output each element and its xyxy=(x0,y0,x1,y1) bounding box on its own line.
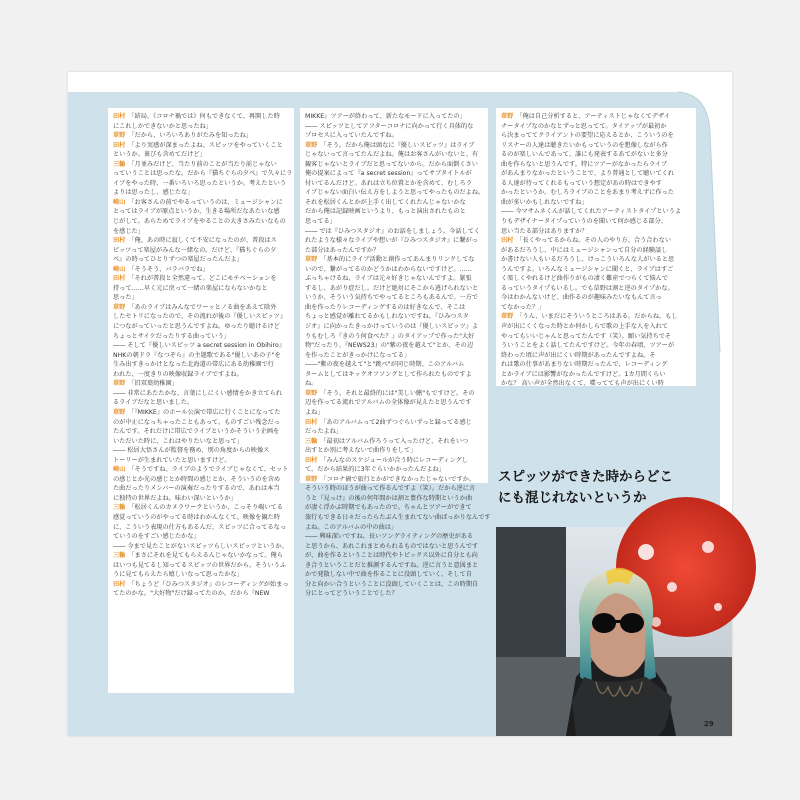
line-text: 曲が多いかもしれないですね」 xyxy=(501,198,588,206)
text-line xyxy=(113,418,289,428)
text-line xyxy=(305,446,483,456)
text-line xyxy=(305,284,483,294)
line-text: ―― 興味深いですね。長いソングライティングの歴史がある xyxy=(305,533,474,541)
text-line xyxy=(305,227,483,237)
text-line xyxy=(501,312,691,322)
line-text: き合うということだと推測するんですね。逆に言うと意図まと xyxy=(305,561,479,569)
text-line xyxy=(305,408,483,418)
text-line xyxy=(501,360,691,370)
line-text: はいつも見てるし知ってるスピッツの世界だから。そういうふ xyxy=(113,561,287,569)
text-line xyxy=(113,198,289,208)
text-line xyxy=(113,561,289,571)
text-line xyxy=(113,456,289,466)
line-text: に独特の世界だよね。味わい深いというか」 xyxy=(113,494,237,502)
line-text: 「お客さんの前でやるっていうのは、ミュージシャンに xyxy=(128,198,283,206)
text-line xyxy=(305,580,483,590)
text-line xyxy=(113,303,289,313)
line-text: の感じとか光の感じとか時間の感じとか、そういうのを含め xyxy=(113,475,281,483)
line-text: 思った」 xyxy=(113,294,138,302)
line-text: ていうのをすごい感じたかな」 xyxy=(113,533,200,541)
text-line xyxy=(305,389,483,399)
text-line xyxy=(305,484,483,494)
line-text: そういう時のほうが曲って作るんですよ（笑）。だから逆に言 xyxy=(305,485,476,493)
line-text: たんです。それだけに帯広でライブというかそういう企画を xyxy=(113,428,280,436)
text-line xyxy=(305,494,483,504)
line-text: 曲を作らないと思うんです。特にツアーがなかったらライブ xyxy=(501,160,668,168)
line-text: 「うん、いまだにそういうところはある。だからね、もし xyxy=(516,313,678,321)
text-line xyxy=(113,408,289,418)
line-text: イブじゃない面白い伝え方をしようと思ってやったものだよね。 xyxy=(305,189,485,197)
speaker-label: 草野 xyxy=(305,256,318,264)
line-text: て。だから結果的に3年ぐらいかかったんだよね」 xyxy=(305,466,445,474)
line-text: 持って……早く元に戻って一緒の楽屋にならないかなと xyxy=(113,284,268,292)
line-text: た部分はあったんですか？ xyxy=(305,246,380,254)
line-text: 「『MIKKE』のホール公演で帯広に行くことになってた xyxy=(128,408,281,416)
line-text: 「コロナ禍で旅行とかができなかったじゃないですか。 xyxy=(320,475,476,483)
line-text: 思ってる」 xyxy=(305,218,336,226)
text-line xyxy=(501,122,691,132)
text-line xyxy=(305,351,483,361)
line-text: 「みんなのスケジュールが合う時にレコーディングし xyxy=(320,456,468,464)
text-line xyxy=(113,169,293,179)
line-text: 「より実感が深まったよね。スピッツをやっていくこと xyxy=(128,141,283,149)
text-line xyxy=(501,179,691,189)
text-line xyxy=(113,551,289,561)
line-text: うと『見っけ』の後の何年間かは割と豊作な時期というか曲 xyxy=(305,494,473,502)
headline-line-1: スピッツができた時からどこ xyxy=(498,469,673,485)
line-text: にこれしかできないかと思ったね」 xyxy=(113,122,212,130)
line-text: 「結局、《コロナ禍では》何もできなくて、再開した時 xyxy=(128,113,280,120)
line-text: ら決まっててクライアントの要望に応えるとか、こういうのを xyxy=(501,132,674,140)
text-line xyxy=(305,217,483,227)
text-line xyxy=(501,198,691,208)
line-text: よね。このアルバムの中の曲は」 xyxy=(305,523,398,531)
text-line xyxy=(305,303,483,313)
text-line xyxy=(113,580,289,590)
speaker-label: 草野 xyxy=(113,380,126,388)
line-text: べ』の時ってひとりずつの楽屋だったんだよ」 xyxy=(113,256,243,264)
line-text: るのが楽しいんであって、誰にも発表するあてがないと多分 xyxy=(501,151,668,159)
text-line xyxy=(501,341,691,351)
text-line xyxy=(501,293,691,303)
text-line xyxy=(113,207,289,217)
line-text: うに見てもらえたら嬉しいなって思ったかな」 xyxy=(113,571,243,579)
speaker-label: 田村 xyxy=(113,237,126,245)
line-text: とかライブには影響がなかったんですけど。1カ月間くらい xyxy=(501,370,666,378)
text-line xyxy=(113,284,289,294)
speaker-label: 三輪 xyxy=(113,504,126,512)
line-text: 「最初はアルバム作ろうって入ったけど、それをいつ xyxy=(320,437,469,445)
text-line xyxy=(305,246,483,256)
text-line xyxy=(305,312,483,322)
line-text: かで発散しない中で曲を作ることに没頭していく、そして自 xyxy=(305,571,472,579)
line-text: 「そうそう、バラバラでね」 xyxy=(128,265,209,273)
text-line xyxy=(113,475,289,485)
line-text: じがして。あらためてライブをやることの大きさみたいなもの xyxy=(113,218,286,226)
speaker-label: 草野 xyxy=(501,313,514,321)
text-line xyxy=(113,437,289,447)
photo-illustration xyxy=(496,527,732,736)
line-text: りもむしろ『きのう何食べた？』のタイアップで作った"大好 xyxy=(305,332,475,340)
line-text: 旅行もできる日々だったらたぶん生まれてない曲ばっかりなんです xyxy=(305,513,491,521)
text-line xyxy=(113,160,289,170)
line-text: 「まさにそれを見てもらえるんじゃないかなって。俺ら xyxy=(128,552,283,560)
text-line xyxy=(501,332,691,342)
text-line xyxy=(113,246,289,256)
line-text: てなかった？」 xyxy=(501,303,545,311)
text-line xyxy=(113,494,289,504)
interview-photo xyxy=(496,527,732,736)
text-line xyxy=(305,418,483,428)
line-text: というか。裏びも含めてだけど」 xyxy=(113,151,206,159)
line-text: を感じた」 xyxy=(113,227,144,235)
text-line xyxy=(305,160,483,170)
line-text: じゃないって言ってたんだよね。俺はお客さんがいないと、有 xyxy=(305,151,479,159)
speaker-label: 崎山 xyxy=(113,466,126,474)
text-line xyxy=(113,322,289,332)
text-line xyxy=(305,141,483,151)
text-line xyxy=(501,322,691,332)
line-text: 「俺は自己分析すると、アーティストじゃなくてデザイ xyxy=(516,113,670,120)
text-line xyxy=(305,523,483,533)
line-text: ―― 今マサムネくんが話してくれたアーティストタイプというよ xyxy=(501,208,682,216)
headline-line-2: にも混じれないというか xyxy=(498,490,647,506)
text-line xyxy=(501,265,691,275)
text-line xyxy=(305,465,483,475)
text-line xyxy=(305,122,483,132)
line-text: ういうことをよく話してたんですけど。今年の春頃、ツアーが xyxy=(501,342,675,350)
text-line xyxy=(501,303,691,313)
text-line xyxy=(501,207,691,217)
text-line xyxy=(113,112,289,122)
text-line xyxy=(113,503,289,513)
line-text: 出すとか別に考えないで曲作りをして」 xyxy=(305,447,417,455)
line-text: 「それが普段と全然違って。どこにモチベーションを xyxy=(128,275,277,283)
line-text: 「旧双葉幼稚園」 xyxy=(128,380,178,388)
line-text: 「長くやってるからね。その人のやり方、合う合わない xyxy=(516,237,672,245)
text-line xyxy=(305,398,483,408)
line-text: ―― 非常にあたたかな、言葉にしにくい感情をかき立てられ xyxy=(113,389,283,397)
speaker-label: 草野 xyxy=(305,389,318,397)
line-text: 分と向かい合うということに没頭していくことは、この時期自 xyxy=(305,580,479,588)
text-line xyxy=(113,227,289,237)
line-text: ―― では『ひみつスタジオ』のお話をしましょう。今話してく xyxy=(305,227,481,235)
line-text: イブをやった時、一番いろいろ思ったというか。考えたという xyxy=(113,179,287,187)
line-text: いので、繋がってるのかどうかはわからないですけど。…… xyxy=(305,265,472,273)
text-line xyxy=(305,360,483,370)
line-text: 「松居くんのカメラワークというか、こっそり覗いてる xyxy=(128,504,283,512)
text-line xyxy=(113,236,289,246)
text-line xyxy=(501,169,691,179)
text-line xyxy=(305,570,483,580)
line-text: ―― スピッツとしてアフターコロナに向かって行く具体的な xyxy=(305,122,474,130)
line-text: ―― 今まで見たことがないスピッツらしいスピッツというか。 xyxy=(113,542,288,550)
speaker-label: 草野 xyxy=(113,132,126,140)
line-text: ね。 xyxy=(305,380,318,388)
text-line xyxy=(501,112,691,122)
text-line xyxy=(305,188,483,198)
line-text: 「月並みだけど、当たり前のことが当たり前じゃない xyxy=(128,160,277,168)
text-line xyxy=(113,389,289,399)
line-text: があんまりなかったということで、より普通として聴いてくれ xyxy=(501,170,675,178)
line-text: りもデザイナータイプっていうのを聞いて何か感じる部分、 xyxy=(501,218,667,226)
text-line xyxy=(501,217,691,227)
speaker-label: 崎山 xyxy=(113,265,126,273)
text-line xyxy=(501,379,691,389)
line-text: いうか、そういう気持ちでやってるところもあるんで。一方で xyxy=(305,294,479,302)
speaker-label: 草野 xyxy=(305,141,318,149)
line-text: ―― そして『優しいスピッツ a secret session in Obihiro』 xyxy=(113,342,285,350)
page-number: 29 xyxy=(704,720,714,728)
text-line xyxy=(305,198,483,208)
speaker-label: 三輪 xyxy=(113,552,126,560)
line-text: ちょっとサイケだったりする曲っていう」 xyxy=(113,332,231,340)
text-line xyxy=(305,332,483,342)
text-line xyxy=(501,131,691,141)
text-line xyxy=(305,293,483,303)
line-text: と思うから、あれこれまとめられるものではないと思うんです xyxy=(305,542,479,550)
text-line xyxy=(113,427,289,437)
line-text: いただいた時に、これはやりたいなと思って」 xyxy=(113,437,243,445)
text-line xyxy=(305,437,483,447)
speaker-label: 草野 xyxy=(501,113,514,120)
line-text: プロセスに入っていたんですね。 xyxy=(305,132,398,140)
line-text: ちょっと感覚が離れてるかもしれないですね。『ひみつスタ xyxy=(305,313,469,321)
line-text: かな？ 高い声が全然出なくて、喋ってても声が出にくい時 xyxy=(501,380,664,388)
line-text: か書けない人もいるだろうし、けっこういろんな人がいると思 xyxy=(501,256,675,264)
line-text: 曲を作ったりレコーディングするのは好きなんで、そこは xyxy=(305,303,466,311)
line-text: れは歌の仕事があまりない時期だったんで、レコーディング xyxy=(501,361,668,369)
text-line xyxy=(113,341,289,351)
text-column-1 xyxy=(108,108,294,693)
line-text: 「そう。それと最終的には"美しい鰭"もですけど。その xyxy=(320,389,475,397)
text-line xyxy=(305,207,483,217)
text-line xyxy=(305,150,483,160)
text-line xyxy=(305,589,483,599)
line-text: うんですよ。いろんなミュージシャンに聞くと、ライブはすご xyxy=(501,265,674,273)
text-line xyxy=(305,532,483,542)
text-line xyxy=(113,265,289,275)
line-text: ――"紫の夜を越えて"と"跳べ"が同じ時期、このアルバム xyxy=(305,361,465,369)
text-line xyxy=(113,360,289,370)
text-line xyxy=(113,379,289,389)
speaker-label: 田村 xyxy=(113,275,126,283)
text-line xyxy=(501,188,691,198)
line-text: 声が出にくくなった時とか何かしらで歌の上手な人を入れて xyxy=(501,323,668,331)
line-text: 分にとってどういうことでした？ xyxy=(305,590,398,598)
text-line xyxy=(305,112,483,122)
line-text: 辺を作ってる流れでアルバムの全体像が見えたと思うんです xyxy=(305,399,472,407)
text-line xyxy=(113,532,289,542)
text-line xyxy=(113,150,289,160)
speaker-label: 田村 xyxy=(305,456,318,464)
text-line xyxy=(501,284,691,294)
line-text: 感覚っていうのがやってる時はわかんなくて。映像を観た時 xyxy=(113,513,280,521)
speaker-label: 草野 xyxy=(113,408,126,416)
line-text: ジオ』に向かったきっかけっていうのは『優しいスピッツ』よ xyxy=(305,323,479,331)
line-text: それを松居くんとかが上手く出してくれたんじゃないかな xyxy=(305,198,466,206)
line-text: だったよね」 xyxy=(305,428,343,436)
line-text: ―― 松居大悟さんが監督を務め、別の角度からの映像ス xyxy=(113,447,270,455)
speaker-label: 崎山 xyxy=(113,198,126,206)
line-text: 「あのライブはみんなでワーッとノる曲をあえて除外 xyxy=(128,303,277,311)
text-line xyxy=(113,446,289,456)
text-line xyxy=(305,551,483,561)
line-text: た曲だったりメンバーの演奏だったりするので、あれは本当 xyxy=(113,485,280,493)
text-line xyxy=(113,179,289,189)
line-text: が、曲を作るということは時代やトピックス以外に自分とも向 xyxy=(305,552,478,560)
text-line xyxy=(501,351,691,361)
line-text: 「だから、いろいろありがたみを知ったね」 xyxy=(128,132,253,140)
text-line xyxy=(501,150,691,160)
text-line xyxy=(501,255,691,265)
line-text: ピッツって楽屋がみんな一緒なの。だけど、『猫ちぐらの夕 xyxy=(113,246,277,254)
text-line xyxy=(113,255,289,265)
text-line xyxy=(305,265,483,275)
line-text: するし、あがり症だし。だけど絶対にそこから逃げられないと xyxy=(305,284,479,292)
line-text: したセトリになったので、その流れが後の『優しいスピッツ』 xyxy=(113,313,286,321)
text-line xyxy=(501,160,691,170)
text-line xyxy=(113,312,289,322)
text-line xyxy=(113,131,289,141)
line-text: タームとしてはキックオフソングとして作られたものですよ xyxy=(305,370,472,378)
text-line xyxy=(501,370,691,380)
text-line xyxy=(305,475,483,485)
line-text: ナータイプなのかなとずっと思ってて。タイアップが最初か xyxy=(501,122,667,130)
text-line xyxy=(113,570,289,580)
line-text: を作ったことがきっかけになってる」 xyxy=(305,351,411,359)
line-text: のが中止になっちゃったこともあって、ものすごい残念だっ xyxy=(113,418,280,426)
text-line xyxy=(305,236,483,246)
text-line xyxy=(305,427,483,437)
speaker-label: 草野 xyxy=(113,303,126,311)
speaker-label: 田村 xyxy=(501,237,514,245)
line-text: かったというか。むしろライブのことをあまり考えずに作った xyxy=(501,189,674,197)
text-line xyxy=(305,255,483,265)
line-text: っていうことは思ったな。だから『猫ちぐらの夕べ』で久々にラ xyxy=(113,170,293,178)
line-text: 「俺、あの時に寂しくて不安になったのが、普段はス xyxy=(128,237,277,245)
text-column-2 xyxy=(300,108,491,598)
text-line xyxy=(113,122,289,132)
line-text: につながっていったと思うんですよね。ゆったり聴けるけど xyxy=(113,323,280,331)
line-text: てたのかな。"大好物"だけ録ってたのか。だから『NEW xyxy=(113,590,270,598)
line-text: く楽しくやれるけど曲作りがもの凄く難産でつらくて悩んで xyxy=(501,275,669,283)
line-text: 思い当たる部分はありますか？ xyxy=(501,227,588,235)
speaker-label: 田村 xyxy=(305,418,318,426)
line-text: 「あのアルバムって2曲ずつぐらいずっと録ってる感じ xyxy=(320,418,472,426)
line-text: が凄く浮かぶ時期でもあったので。ちゃんとツアーができて xyxy=(305,504,472,512)
line-text: 物"だったり、『NEWS23』の"紫の夜を越えて"とか、その辺 xyxy=(305,342,474,350)
line-text: 「基本的にライブ活動と創作ってあんまりリンクしてな xyxy=(320,256,475,264)
line-text: る人達が待ってくれるもっていう想定があの時はできやす xyxy=(501,179,662,187)
text-line xyxy=(113,332,289,342)
line-text: 終わった頃に声が出にくい時期があったんですよね。そ xyxy=(501,351,656,359)
speaker-label: 三輪 xyxy=(113,160,126,168)
text-line xyxy=(501,274,691,284)
line-text: 生み出すきっかけとなった北海道の帯広にある幼稚園で行 xyxy=(113,361,274,369)
speaker-label: 草野 xyxy=(305,475,318,483)
speaker-label: 三輪 xyxy=(305,437,318,445)
text-line xyxy=(113,370,289,380)
text-line xyxy=(305,169,483,179)
text-line xyxy=(113,188,289,198)
text-line xyxy=(305,456,483,466)
line-text: に、こういう表現の仕方もあるんだ、スピッツに合ってるなっ xyxy=(113,523,287,531)
line-text: 「そうですね、ライブのようでライブじゃなくて、セット xyxy=(128,466,289,474)
text-line xyxy=(305,370,483,380)
text-line xyxy=(305,503,483,513)
text-line xyxy=(113,293,289,303)
text-line xyxy=(305,322,483,332)
line-text: だから俺は記録映画というより、もっと演出されたものと xyxy=(305,208,466,216)
line-text: 付いてるんだけど。あれは立ち位置とかを含めて、むしろラ xyxy=(305,179,472,187)
text-line xyxy=(501,236,691,246)
line-text: やってもいいじゃんと思ってたんです（笑）。願い気持ちでそ xyxy=(501,332,672,340)
text-line xyxy=(305,379,483,389)
text-line xyxy=(113,542,289,552)
speaker-label: 田村 xyxy=(113,113,126,120)
text-line xyxy=(113,589,289,599)
line-text: トーリーが生まれていたと思いますけど。 xyxy=(113,456,231,464)
text-line xyxy=(113,141,289,151)
text-line xyxy=(305,179,483,189)
text-line xyxy=(113,217,289,227)
text-line xyxy=(501,246,691,256)
text-line xyxy=(305,513,491,523)
line-text: よね」 xyxy=(305,408,324,416)
text-line xyxy=(113,398,289,408)
text-line xyxy=(305,341,483,351)
line-text: があるだろうし、中にはミュージシャンって自分の経験談し xyxy=(501,246,668,254)
line-text: 俺の提案によって『a secret session』ってサブタイトルが xyxy=(305,170,472,178)
line-text: リスナーの人達は聴きたいかもっていうのを想像しながら作 xyxy=(501,141,668,149)
line-text: とってはライブが原点というか、生きる場所だなあたいな感 xyxy=(113,208,280,216)
line-text: NHKの朝ドラ『なつぞら』の主題歌である"優しいあの子"を xyxy=(113,351,281,359)
text-line xyxy=(501,141,691,151)
line-text: れたような様々なライブや想いが『ひみつスタジオ』に繋がっ xyxy=(305,237,478,245)
line-text: るっていうタイプもいるし。でも草野は割と逆のタイプかな。 xyxy=(501,284,674,292)
line-text: 「ちょうど『ひみつスタジオ』のレコーディングが始まっ xyxy=(128,580,289,588)
speaker-label: 田村 xyxy=(113,141,126,149)
speaker-label: 田村 xyxy=(113,580,126,588)
text-line xyxy=(113,523,289,533)
text-line xyxy=(113,351,289,361)
text-line xyxy=(113,465,289,475)
text-line xyxy=(305,561,483,571)
text-line xyxy=(305,131,483,141)
line-text: 「そう。だから俺は頭なに『優しいスピッツ』はライブ xyxy=(320,141,475,149)
line-text: るライブだなと思いました。 xyxy=(113,399,194,407)
line-text: よりは思ったし、感じたな」 xyxy=(113,189,194,197)
magazine-page xyxy=(68,72,732,736)
text-line xyxy=(113,513,289,523)
line-text: MIKKE』ツアーが終わって、新たなモードに入ってたの」 xyxy=(305,113,466,120)
line-text: 観客じゃないとライブだと思ってないから。だから面倒くさい xyxy=(305,160,478,168)
text-line xyxy=(501,227,691,237)
text-column-3 xyxy=(496,108,696,386)
line-text: われた、一度きりの映像収録ライブですよね。 xyxy=(113,370,243,378)
text-line xyxy=(113,484,289,494)
text-line xyxy=(113,274,289,284)
text-line xyxy=(305,274,483,284)
text-line xyxy=(305,542,483,552)
line-text: ぶっちゃけるね、ライブは元々好きじゃないんですよ。緊張 xyxy=(305,275,472,283)
line-text: 今はわかんないけど、曲作るのが趣味みたいなもんて言っ xyxy=(501,294,662,302)
